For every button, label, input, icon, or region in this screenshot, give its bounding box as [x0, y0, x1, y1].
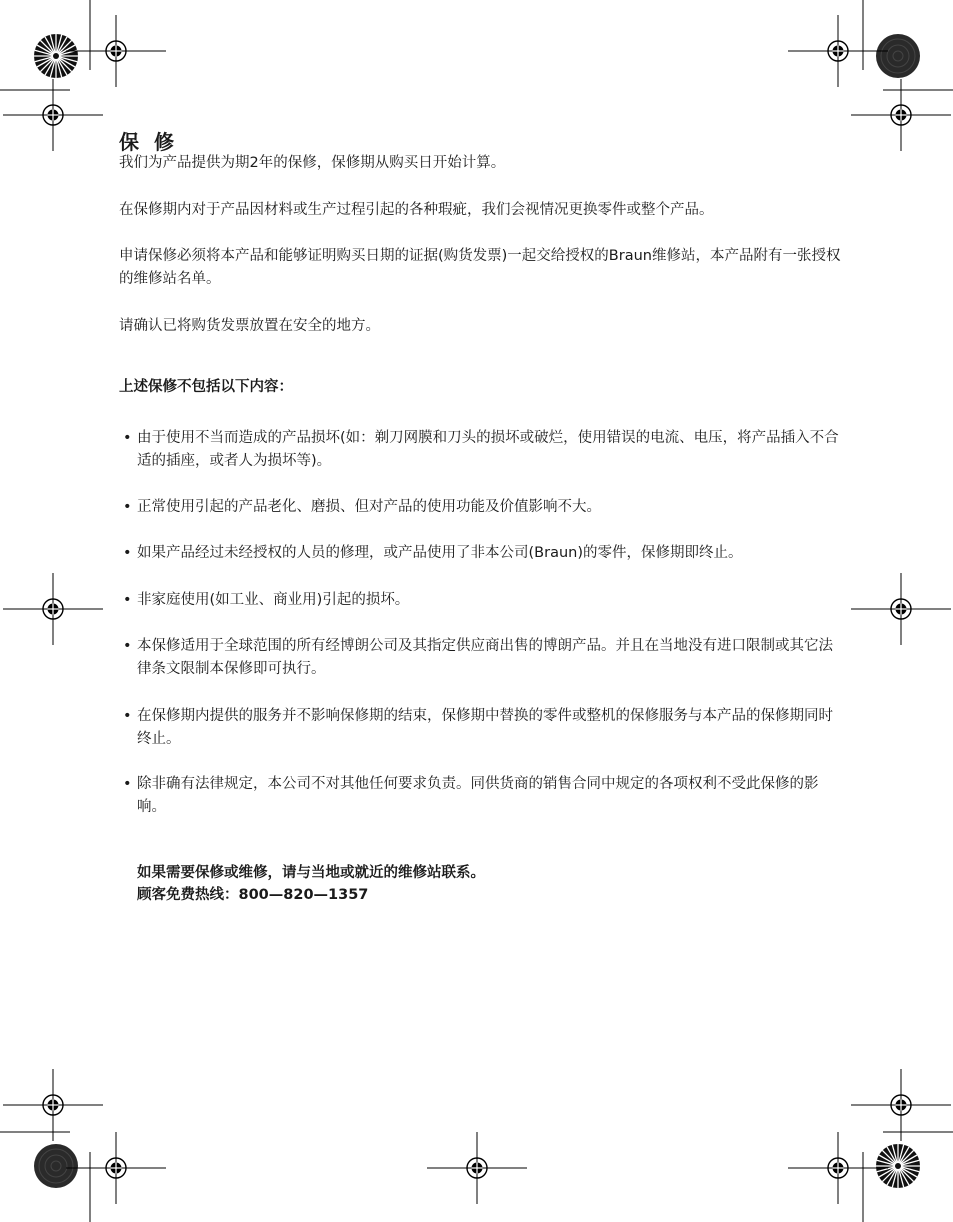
starburst-top-right [876, 34, 920, 78]
registration-mark [427, 1132, 527, 1204]
paragraph-defects: 在保修期内对于产品因材料或生产过程引起的各种瑕疵，我们会视情况更换零件或整个产品。 [119, 202, 714, 218]
contact-block [137, 862, 485, 906]
starburst-bottom-left [34, 1144, 78, 1188]
registration-mark [3, 573, 103, 645]
registration-mark [851, 573, 951, 645]
registration-mark [788, 1132, 888, 1204]
page-title: 保 修 [119, 130, 178, 154]
paragraph-keep-invoice: 请确认已将购货发票放置在安全的地方。 [119, 318, 380, 334]
hotline: 顾客免费热线：800—820—1357 [137, 887, 369, 903]
paragraph-claim-procedure: 申请保修必须将本产品和能够证明购买日期的证据(购货发票)一起交给授权的Braun维修站，本产品附有一张授权的维修站名单。 [119, 248, 841, 287]
list-item: • 在保修期内提供的服务并不影响保修期的结束，保修期中替换的零件或整机的保修服务与本产品的保修期同时终止。 [137, 705, 843, 751]
registration-mark [788, 15, 888, 87]
registration-mark [66, 15, 166, 87]
registration-mark [3, 1069, 103, 1141]
list-item: • 本保修适用于全球范围的所有经博朗公司及其指定供应商出售的博朗产品。并且在当地没有进口限制或其它法律条文限制本保修即可执行。 [137, 635, 843, 681]
paragraph-warranty-period: 我们为产品提供为期2年的保修，保修期从购买日开始计算。 [119, 155, 506, 171]
exclusions-heading: 上述保修不包括以下内容： [119, 379, 293, 395]
list-item: • 由于使用不当而造成的产品损坏(如：剃刀网膜和刀头的损坏或破烂，使用错误的电流、电压，将产品插入不合适的插座，或者人为损坏等)。 [137, 427, 843, 473]
registration-mark [851, 1069, 951, 1141]
starburst-top-left [34, 34, 78, 78]
contact-line: 如果需要保修或维修，请与当地或就近的维修站联系。 [137, 865, 485, 881]
starburst-bottom-right [876, 1144, 920, 1188]
list-item: • 如果产品经过未经授权的人员的修理，或产品使用了非本公司(Braun)的零件，保修期即终止。 [137, 542, 843, 565]
registration-mark [66, 1132, 166, 1204]
list-item: • 非家庭使用(如工业、商业用)引起的损坏。 [137, 589, 843, 612]
list-item: • 除非确有法律规定，本公司不对其他任何要求负责。同供货商的销售合同中规定的各项权利不受此保修的影响。 [137, 773, 843, 819]
list-item: • 正常使用引起的产品老化、磨损、但对产品的使用功能及价值影响不大。 [137, 496, 843, 519]
